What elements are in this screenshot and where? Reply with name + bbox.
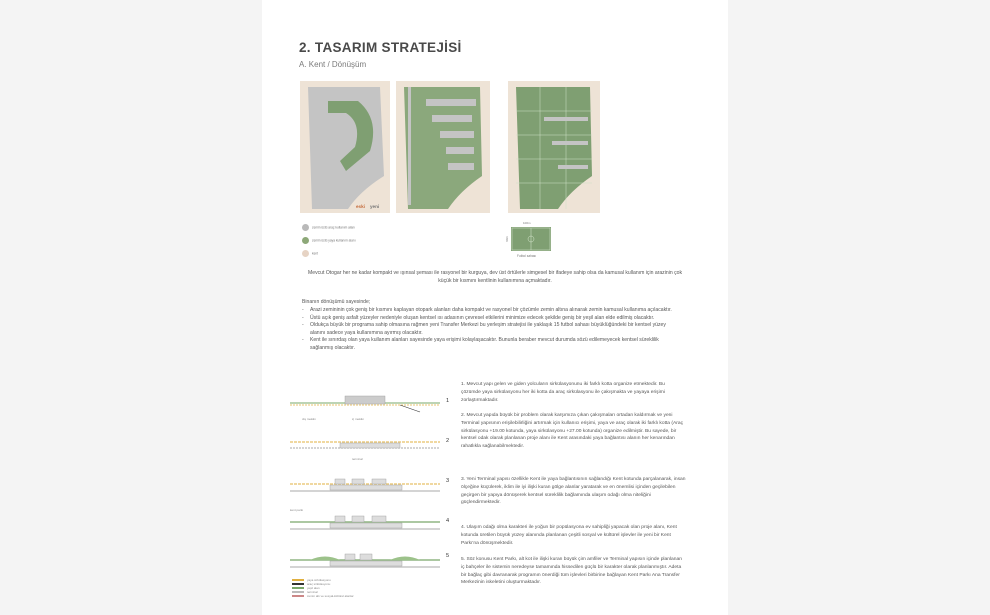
page-title: 2. TASARIM STRATEJİSİ: [299, 40, 462, 55]
field-label: Futbol sahası: [517, 254, 537, 258]
section-diagram-1: [290, 392, 440, 414]
step-number: 4: [446, 518, 450, 524]
list-item-text: Arazi zemininin çok geniş bir kısmını kaplayan otopark alanları daha kompakt ve rasyonel bir çözümle zemin altına alınarak zemin kamusal kullanıma açılacaktır.: [310, 307, 672, 313]
step-text-3: 3. Yeni Terminal yapısı özellikle Kent ile yaya bağlantısının sağlandığı Kent kotunda parçalanarak, insan ölçeğine küçülerek, iklim ile iyi ilişki kuran gölge alanlar yaratarak ve en önemlisi içinden geçilebilen geçirgen bir yapıya dönüşerek kentsel süreklilik bağlamında ulaşım odağı olma niteliğini güçlendirmektedir.: [461, 477, 686, 506]
step-number: 3: [446, 478, 450, 484]
list-item: - Kent ile sınırdaş olan yaya kullanım alanları sayesinde yaya erişimi kolaylaşacaktır. Bununla beraber mevcut durumda sözü edilemeyecek kentsel süreklilik sağlanmış olacaktır.: [302, 337, 682, 352]
map-old-label: eski: [356, 204, 365, 209]
step-number: 2: [446, 438, 450, 444]
intro-paragraph: Mevcut Otogar her ne kadar kompakt ve ışınsal şeması ile rasyonel bir kurguya, dev üst örtülerle simgesel bir ifadeye sahip olsa da kamusal kullanım için arazinin çok küçük bir kısmını kentlinin kullanımına açmaktadır.: [308, 270, 682, 284]
legend-text: araç sirkülasyonu: [307, 582, 331, 586]
field-dim-v: 60m: [504, 236, 509, 242]
section-label-ic: iç mekân: [352, 417, 365, 421]
section-label-dis: dış mekân: [302, 417, 316, 421]
section-legend: [292, 578, 354, 598]
document-page: [262, 0, 728, 615]
legend-swatch: [302, 250, 309, 257]
section-diagram-4: [290, 512, 440, 534]
legend-swatch: [302, 224, 309, 231]
legend-text: zemin üstü araç kullanım alanı: [312, 225, 356, 230]
section-label-kent: kent parkı: [290, 508, 304, 512]
step-number: 5: [446, 553, 450, 559]
bullets-lead: Binanın dönüşümü sayesinde;: [302, 299, 371, 305]
legend-item: [302, 224, 356, 231]
legend-item: [292, 594, 354, 598]
step-text-2: 2. Mevcut yapıda büyük bir problem olarak karşımıza çıkan çakışmaları ortadan kaldırmak ve yeni Terminal yapısının erişilebilirliğini artırmak için kullanıcı erişimi, yaya ve araç olarak iki farklı kotta (Araç sirkülasyonu +19.00 kotunda, yaya sirkülasyonu +27.00 kotunda) organize edilmiştir. Bu sayede, bir kentsel odak olarak planlanan proje alanı ile Kent arasındaki yaya bağlantısı alanın her kenarından rahatlıkla sağlanabilmektedir.: [461, 413, 684, 450]
step-text-4: 4. Ulaşım odağı olma karakteri ile yoğun bir popülasyona ev sahipliği yapacak olan proje alanı, Kent kotunda üretilen büyük yüzey alanında planlanan çeşitli sosyal ve kültürel işlevler ile yeni bir Kent Parkı'na dönüşmektedir.: [461, 525, 677, 546]
legend-text: zemin altı ve sosyal-kültürel alanlar: [307, 594, 354, 598]
step-text-1: 1. Mevcut yapı gelen ve giden yolcuların sirkülasyonunu iki farklı kotta organize etmektedir. Bu çözümde yaya sirkülasyonu her iki kotta da araç sirkülasyonu ile çakışmakta ve yayaya erişimi zorlaştırmaktadır.: [461, 382, 665, 403]
legend-text: zemin üstü yaya kullanım alanı: [312, 238, 356, 243]
legend-item: [302, 250, 356, 257]
field-dim-h: 100m: [523, 221, 531, 225]
football-field-diagram: [505, 221, 555, 263]
map-new-label-small: yeni: [370, 204, 380, 209]
legend-swatch: [302, 237, 309, 244]
bullet-list: [302, 307, 682, 353]
list-item: - Arazi zemininin çok geniş bir kısmını kaplayan otopark alanları daha kompakt ve rasyonel bir çözümle zemin altına alınarak zemin kamusal kullanıma açılacaktır.: [302, 307, 682, 315]
step-text-5: 5. Söz konusu Kent Parkı, alt kot ile ilişki kuran büyük çim amfiler ve Terminal yapısın içinde planlanan iç bahçeler ile sistemin neredeyse tamamında hissedilen güçlü bir karakter olarak planlanmıştır. Adeta bir bağlaç gibi davranarak programın önerdiği tüm işlevleri birbirine bağlayan Kent Parkı Ana Transfer Merkezinin iskeletini oluşturmaktadır.: [461, 557, 682, 586]
section-diagram-2: [290, 432, 440, 454]
legend-text: yaya sirkülasyonu: [307, 578, 331, 582]
list-item-text: Kent ile sınırdaş olan yaya kullanım alanları sayesinde yaya erişimi kolaylaşacaktır. Bununla beraber mevcut durumda sözü edilemeyecek kentsel süreklilik sağlanmış olacaktır.: [310, 337, 659, 351]
page-subtitle: A. Kent / Dönüşüm: [299, 60, 367, 69]
legend-item: [302, 237, 356, 244]
legend-text: yeşil alan: [307, 586, 320, 590]
legend-text: terminal: [307, 590, 318, 594]
section-diagram-5: [290, 550, 440, 572]
step-number: 1: [446, 398, 450, 404]
map-football-fields: [508, 81, 600, 213]
list-item-text: Üstü açık geniş asfalt yüzeyler nedeniyle oluşan kentsel ısı adasının çevresel etkilerini minimize edecek şekilde geniş bir yeşil alan elde edilmiş olacaktır.: [310, 314, 655, 321]
map-legend: [302, 224, 356, 257]
list-item-text: Oldukça büyük bir programa sahip olmasına rağmen yeni Transfer Merkezi bu yerleşim stratejisi ile yaklaşık 15 futbol sahası büyüklüğündeki bir kentsel yüzey alanını sadece yaya kullanımına ayırmış olacaktır.: [310, 322, 666, 336]
legend-text: kent: [312, 251, 319, 256]
section-diagram-3: [290, 474, 440, 496]
list-item: - Üstü açık geniş asfalt yüzeyler nedeniyle oluşan kentsel ısı adasının çevresel etkilerini minimize edecek şekilde geniş bir yeşil alan elde edilmiş olacaktır.: [302, 315, 682, 323]
map-new: [396, 81, 490, 213]
map-old: [300, 81, 390, 213]
list-item: - Oldukça büyük bir programa sahip olmasına rağmen yeni Transfer Merkezi bu yerleşim stratejisi ile yaklaşık 15 futbol sahası büyüklüğündeki bir kentsel yüzey alanını sadece yaya kullanımına ayırmış olacaktır.: [302, 322, 682, 337]
section-label-terminal: terminal: [352, 457, 363, 461]
